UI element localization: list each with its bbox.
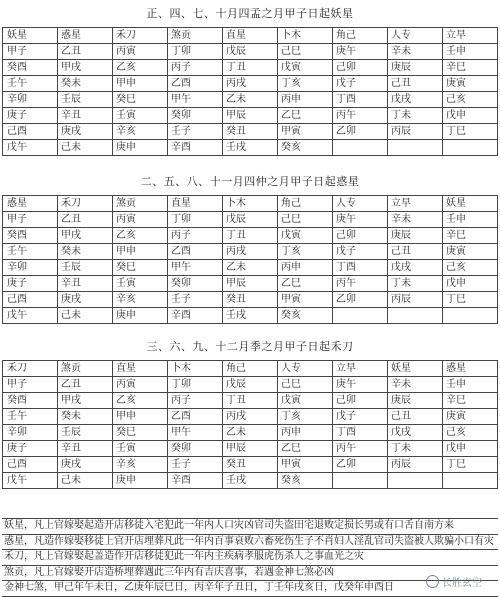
table-cell: 戊戌 <box>388 92 443 108</box>
table-cell: 癸丑 <box>223 124 278 140</box>
table-cell: 丁丑 <box>223 393 278 409</box>
table-cell: 辛巳 <box>443 60 498 76</box>
table-cell: 庚戌 <box>58 292 113 308</box>
table-cell: 辛巳 <box>443 228 498 244</box>
table-cell: 己丑 <box>388 76 443 92</box>
table-cell: 丁未 <box>388 108 443 124</box>
table-cell: 辛丑 <box>58 441 113 457</box>
table-cell: 己酉 <box>3 124 58 140</box>
table-cell: 戊子 <box>333 409 388 425</box>
table-cell: 戊辰 <box>223 212 278 228</box>
section-title: 正、四、七、十月四孟之月甲子日起妖星 <box>146 7 354 20</box>
table-cell: 庚午 <box>333 212 388 228</box>
table-cell: 乙丑 <box>58 212 113 228</box>
table-cell: 戊子 <box>333 76 388 92</box>
table-cell: 丁酉 <box>333 260 388 276</box>
table-cell: 癸丑 <box>223 457 278 473</box>
table-cell: 癸巳 <box>113 92 168 108</box>
table-cell: 己亥 <box>443 425 498 441</box>
table-cell: 甲寅 <box>278 457 333 473</box>
table-row <box>3 260 498 276</box>
table-cell: 戊午 <box>3 308 58 324</box>
table-cell: 辛丑 <box>58 108 113 124</box>
table-cell: 丙辰 <box>388 457 443 473</box>
watermark-text: 长胜玄空 <box>442 578 482 589</box>
table-cell: 丁酉 <box>333 425 388 441</box>
header-cell: 立早 <box>388 196 443 212</box>
table-body <box>3 361 498 489</box>
table-cell: 庚午 <box>333 377 388 393</box>
table-cell: 壬辰 <box>58 92 113 108</box>
table-cell: 壬寅 <box>113 276 168 292</box>
table-cell: 辛未 <box>388 44 443 60</box>
table-cell: 壬午 <box>3 409 58 425</box>
notes <box>2 518 498 597</box>
table-cell: 癸未 <box>58 76 113 92</box>
table-cell: 癸酉 <box>3 393 58 409</box>
table-cell: 辛巳 <box>443 393 498 409</box>
table-cell: 丁丑 <box>223 60 278 76</box>
table-cell: 丙申 <box>278 425 333 441</box>
header-cell: 惑星 <box>443 361 498 377</box>
table-cell: 乙未 <box>223 92 278 108</box>
table-cell: 癸巳 <box>113 260 168 276</box>
table-cell: 庚子 <box>3 108 58 124</box>
header-cell: 人专 <box>333 196 388 212</box>
table-cell: 壬子 <box>168 124 223 140</box>
table-cell: 甲寅 <box>278 292 333 308</box>
table-cell: 戊申 <box>443 441 498 457</box>
table-cell: 丙辰 <box>388 292 443 308</box>
table-cell: 己未 <box>58 308 113 324</box>
table-cell: 癸亥 <box>278 308 333 324</box>
header-cell: 直星 <box>113 361 168 377</box>
table-row <box>3 441 498 457</box>
table-row <box>3 473 498 489</box>
table-cell: 辛酉 <box>168 308 223 324</box>
table-cell: 丁巳 <box>443 124 498 140</box>
table-cell: 丁巳 <box>443 292 498 308</box>
table-cell: 己卯 <box>333 393 388 409</box>
table-cell: 乙亥 <box>113 60 168 76</box>
table-cell: 甲戌 <box>58 60 113 76</box>
table-cell: 甲子 <box>3 377 58 393</box>
table-cell: 己巳 <box>278 44 333 60</box>
section-title: 二、五、八、十一月四仲之月甲子日起惑星 <box>140 175 360 188</box>
table-row <box>3 244 498 260</box>
table-cell: 甲戌 <box>58 228 113 244</box>
table-cell: 丙申 <box>278 260 333 276</box>
table-cell: 庚辰 <box>388 228 443 244</box>
table-cell <box>443 473 498 489</box>
section-title: 三、六、九、十二月季之月甲子日起禾刀 <box>146 340 354 353</box>
table-cell: 戊午 <box>3 140 58 156</box>
header-row <box>3 28 498 44</box>
header-cell: 卜木 <box>223 196 278 212</box>
table-cell: 丙辰 <box>388 124 443 140</box>
table-cell: 壬申 <box>443 212 498 228</box>
header-cell: 立早 <box>443 28 498 44</box>
note-shagong: 煞贡，凡上官嫁娶开店造桥埋葬遇此三年内有吉庆喜事，若遇金神七煞必凶 <box>2 565 498 581</box>
table-cell: 辛亥 <box>113 292 168 308</box>
table-cell: 乙卯 <box>333 292 388 308</box>
table-cell: 乙酉 <box>168 76 223 92</box>
table-cell: 甲子 <box>3 212 58 228</box>
table-cell: 丁亥 <box>278 76 333 92</box>
table-cell: 辛卯 <box>3 425 58 441</box>
table-cell <box>443 308 498 324</box>
table-cell <box>388 308 443 324</box>
header-cell: 惑星 <box>58 28 113 44</box>
table-cell: 壬寅 <box>113 441 168 457</box>
table-cell: 丙戌 <box>223 409 278 425</box>
header-cell: 妖星 <box>388 361 443 377</box>
table-cell: 癸未 <box>58 244 113 260</box>
watermark-logo-icon <box>426 575 439 588</box>
table-cell: 己未 <box>58 473 113 489</box>
table-cell: 庚辰 <box>388 60 443 76</box>
table-row <box>3 124 498 140</box>
table-row <box>3 393 498 409</box>
table-cell: 壬戌 <box>223 473 278 489</box>
table-cell: 辛卯 <box>3 92 58 108</box>
header-row <box>3 196 498 212</box>
header-cell: 禾刀 <box>113 28 168 44</box>
table-cell: 甲午 <box>168 425 223 441</box>
table-cell <box>333 140 388 156</box>
table-cell: 壬午 <box>3 244 58 260</box>
table-cell: 壬申 <box>443 377 498 393</box>
table-cell: 辛未 <box>388 212 443 228</box>
header-cell: 禾刀 <box>3 361 58 377</box>
table-cell: 戊午 <box>3 473 58 489</box>
table-cell: 己酉 <box>3 457 58 473</box>
header-cell: 妖星 <box>3 28 58 44</box>
table-cell: 庚寅 <box>443 76 498 92</box>
table-cell: 癸亥 <box>278 140 333 156</box>
table-row <box>3 228 498 244</box>
table-cell: 戊戌 <box>388 425 443 441</box>
header-cell: 直星 <box>223 28 278 44</box>
header-cell: 煞贡 <box>168 28 223 44</box>
table-cell: 癸酉 <box>3 60 58 76</box>
header-cell: 人专 <box>388 28 443 44</box>
header-cell: 立早 <box>333 361 388 377</box>
table-cell: 乙亥 <box>113 228 168 244</box>
table-cell: 庚辰 <box>388 393 443 409</box>
table-cell: 丙子 <box>168 60 223 76</box>
table-cell: 壬戌 <box>223 308 278 324</box>
header-cell: 卜木 <box>278 28 333 44</box>
table-cell: 丙午 <box>333 276 388 292</box>
table-cell: 乙丑 <box>58 377 113 393</box>
table-cell: 庚申 <box>113 308 168 324</box>
table-cell: 乙酉 <box>168 409 223 425</box>
table-cell: 癸卯 <box>168 108 223 124</box>
table-cell: 壬申 <box>443 44 498 60</box>
note-hedao: 禾刀，凡上官嫁娶起盖造作开店移徒犯此一年内主疾病孝服虎伤杀人之事血光之灾 <box>2 549 498 565</box>
table-cell: 丁未 <box>388 441 443 457</box>
table-cell: 丙寅 <box>113 44 168 60</box>
table-row <box>3 292 498 308</box>
header-cell: 禾刀 <box>58 196 113 212</box>
table-cell: 壬子 <box>168 292 223 308</box>
table-cell: 辛未 <box>388 377 443 393</box>
table-cell: 庚戌 <box>58 124 113 140</box>
table-cell: 己丑 <box>388 244 443 260</box>
table-cell: 乙巳 <box>278 276 333 292</box>
table-cell: 丁丑 <box>223 228 278 244</box>
table-cell: 甲子 <box>3 44 58 60</box>
table-cell: 甲辰 <box>223 108 278 124</box>
table-cell: 己卯 <box>333 60 388 76</box>
table-cell: 癸酉 <box>3 228 58 244</box>
table-cell: 戊寅 <box>278 60 333 76</box>
table-cell: 乙未 <box>223 260 278 276</box>
table-cell: 丙子 <box>168 393 223 409</box>
table-row <box>3 44 498 60</box>
table-cell <box>443 140 498 156</box>
table-cell: 乙巳 <box>278 441 333 457</box>
table-cell: 丁巳 <box>443 457 498 473</box>
header-cell: 卜木 <box>168 361 223 377</box>
table-cell: 乙亥 <box>113 393 168 409</box>
table-cell <box>333 308 388 324</box>
table-cell: 癸亥 <box>278 473 333 489</box>
table-cell: 己酉 <box>3 292 58 308</box>
table-cell: 己亥 <box>443 92 498 108</box>
table-cell: 戊子 <box>333 244 388 260</box>
table-cell: 丁卯 <box>168 44 223 60</box>
table-row <box>3 425 498 441</box>
table-cell: 庚寅 <box>443 409 498 425</box>
table-body <box>3 28 498 156</box>
table-cell: 丙申 <box>278 92 333 108</box>
table-cell: 甲申 <box>113 244 168 260</box>
star-table <box>2 360 498 489</box>
table-cell: 壬寅 <box>113 108 168 124</box>
table-cell: 丙子 <box>168 228 223 244</box>
header-cell: 角己 <box>333 28 388 44</box>
table-cell: 丁卯 <box>168 377 223 393</box>
table-row <box>3 409 498 425</box>
table-cell: 己丑 <box>388 409 443 425</box>
table-cell: 辛亥 <box>113 124 168 140</box>
table-cell: 壬午 <box>3 76 58 92</box>
table-cell: 戊辰 <box>223 377 278 393</box>
table-cell: 乙未 <box>223 425 278 441</box>
table-cell: 己卯 <box>333 228 388 244</box>
table-row <box>3 276 498 292</box>
table-cell: 丁酉 <box>333 92 388 108</box>
table-cell <box>388 140 443 156</box>
table-row <box>3 308 498 324</box>
table-body <box>3 196 498 324</box>
table-cell: 壬辰 <box>58 260 113 276</box>
table-cell: 庚申 <box>113 140 168 156</box>
table-cell: 辛卯 <box>3 260 58 276</box>
table-cell: 戊寅 <box>278 228 333 244</box>
table-row <box>3 76 498 92</box>
table-cell: 乙丑 <box>58 44 113 60</box>
table-cell: 癸卯 <box>168 441 223 457</box>
table-cell: 戊申 <box>443 276 498 292</box>
table-cell: 辛亥 <box>113 457 168 473</box>
table-cell: 庚午 <box>333 44 388 60</box>
table-cell: 戊寅 <box>278 393 333 409</box>
note-jinshen-qisha: 金神七煞，甲己年午未日，乙庚年辰巳日，丙辛年子丑日，丁壬年戌亥日，戊癸年申酉日 <box>2 580 498 597</box>
table-cell: 戊辰 <box>223 44 278 60</box>
table-cell: 丙寅 <box>113 377 168 393</box>
table-cell: 丁亥 <box>278 409 333 425</box>
table-cell: 庚申 <box>113 473 168 489</box>
table-cell: 乙酉 <box>168 244 223 260</box>
table-cell: 丁亥 <box>278 244 333 260</box>
table-cell <box>388 473 443 489</box>
table-row <box>3 60 498 76</box>
table-cell: 乙卯 <box>333 457 388 473</box>
table-cell: 壬子 <box>168 457 223 473</box>
header-cell: 角己 <box>278 196 333 212</box>
star-table <box>2 195 498 324</box>
note-huoxing: 惑星，凡造作嫁娶移徒上官开店埋葬凡此一年内百事衰败六畜死伤生子不肖妇人淫乱官司失盗被人欺骗小口有灾 <box>2 534 498 550</box>
note-yaoxing: 妖星，凡上官嫁娶起造开店移徒入宅犯此一年内人口灾凶官司失盗田宅退败定损长男或有口舌自南方来 <box>2 518 498 534</box>
table-cell: 戊申 <box>443 108 498 124</box>
table-cell: 甲午 <box>168 92 223 108</box>
header-cell: 妖星 <box>443 196 498 212</box>
table-cell: 庚子 <box>3 441 58 457</box>
table-cell: 甲午 <box>168 260 223 276</box>
table-cell: 丙戌 <box>223 244 278 260</box>
header-row <box>3 361 498 377</box>
table-cell: 癸卯 <box>168 276 223 292</box>
header-cell: 人专 <box>278 361 333 377</box>
table-cell <box>333 473 388 489</box>
table-cell: 乙卯 <box>333 124 388 140</box>
table-cell: 壬辰 <box>58 425 113 441</box>
header-cell: 煞贡 <box>113 196 168 212</box>
table-row <box>3 92 498 108</box>
table-row <box>3 212 498 228</box>
table-cell: 甲寅 <box>278 124 333 140</box>
table-cell: 癸丑 <box>223 292 278 308</box>
table-cell: 辛丑 <box>58 276 113 292</box>
table-row <box>3 108 498 124</box>
table-cell: 戊戌 <box>388 260 443 276</box>
table-cell: 己巳 <box>278 212 333 228</box>
table-cell: 丙午 <box>333 441 388 457</box>
header-cell: 角己 <box>223 361 278 377</box>
table-cell: 丙戌 <box>223 76 278 92</box>
table-cell: 乙巳 <box>278 108 333 124</box>
table-cell: 己亥 <box>443 260 498 276</box>
table-cell: 庚戌 <box>58 457 113 473</box>
table-cell: 甲申 <box>113 76 168 92</box>
table-cell: 己未 <box>58 140 113 156</box>
table-cell: 丁卯 <box>168 212 223 228</box>
table-cell: 己巳 <box>278 377 333 393</box>
header-cell: 惑星 <box>3 196 58 212</box>
watermark <box>426 574 482 589</box>
header-cell: 直星 <box>168 196 223 212</box>
star-table <box>2 27 498 156</box>
table-row <box>3 457 498 473</box>
table-cell: 庚子 <box>3 276 58 292</box>
table-cell: 癸未 <box>58 409 113 425</box>
table-cell: 丙午 <box>333 108 388 124</box>
table-cell: 丙寅 <box>113 212 168 228</box>
table-cell: 丁未 <box>388 276 443 292</box>
table-cell: 甲辰 <box>223 276 278 292</box>
table-row <box>3 140 498 156</box>
table-cell: 甲申 <box>113 409 168 425</box>
table-cell: 庚寅 <box>443 244 498 260</box>
table-cell: 甲辰 <box>223 441 278 457</box>
table-cell: 壬戌 <box>223 140 278 156</box>
table-cell: 辛酉 <box>168 473 223 489</box>
header-cell: 煞贡 <box>58 361 113 377</box>
table-row <box>3 377 498 393</box>
table-cell: 辛酉 <box>168 140 223 156</box>
table-cell: 甲戌 <box>58 393 113 409</box>
table-cell: 癸巳 <box>113 425 168 441</box>
